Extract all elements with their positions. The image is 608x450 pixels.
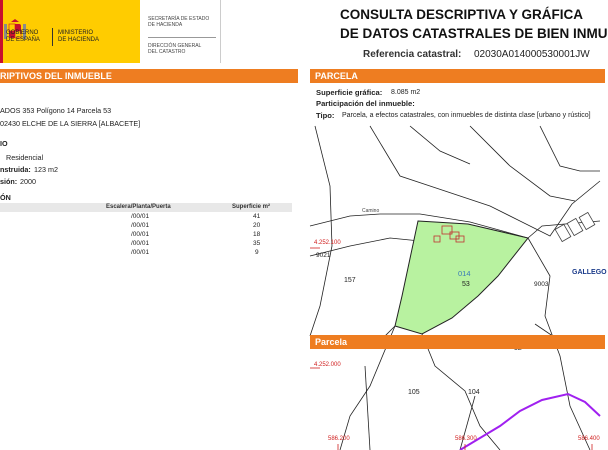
parcel-label-014: 014 — [458, 269, 471, 278]
col-superficie: Superficie m² — [232, 204, 271, 210]
coord-x2: 586.300 — [455, 436, 477, 442]
table-row-4-epp: /00/01 — [131, 240, 150, 247]
table-row-5-epp: /00/01 — [131, 249, 150, 256]
parcel-label-9003: 9003 — [534, 281, 549, 288]
uso-value: Residencial — [6, 153, 44, 162]
street-label: GALLEGO — [572, 269, 607, 276]
table-row-3-epp: /00/01 — [131, 231, 150, 238]
superficie-construida-label: nstruida: — [0, 165, 31, 174]
tipo-label: Tipo: — [316, 111, 335, 120]
uso-heading: IO — [0, 139, 8, 148]
address-line1: ADOS 353 Polígono 14 Parcela 53 — [0, 106, 112, 115]
parcela-bar-title: PARCELA — [315, 71, 358, 81]
ano-construccion-value: 2000 — [20, 177, 36, 186]
secretaria-divider — [148, 37, 216, 38]
table-row-4-sup: 35 — [253, 240, 261, 247]
superficie-construida-value: 123 m2 — [34, 165, 58, 174]
coord-left-bottom: 4.252.000 — [314, 362, 341, 368]
table-row-2-epp: /00/01 — [131, 222, 150, 229]
document-title-line1: CONSULTA DESCRIPTIVA Y GRÁFICA — [340, 7, 584, 22]
parcel-label-104: 104 — [468, 389, 480, 396]
road-label: Camino — [362, 208, 380, 214]
table-row-1-sup: 41 — [253, 213, 261, 220]
superficie-grafica-label: Superficie gráfica: — [316, 88, 383, 97]
participacion-label: Participación del inmueble: — [316, 99, 415, 108]
parcel-label-53: 53 — [462, 281, 470, 288]
parcela-bar — [310, 69, 605, 83]
parcel-label-105: 105 — [408, 389, 420, 396]
address-line2: 02430 ELCHE DE LA SIERRA [ALBACETE] — [0, 119, 141, 128]
referencia-catastral-label: Referencia catastral: — [363, 49, 462, 60]
construccion-heading: ÓN — [0, 193, 11, 202]
direccion-line2: DEL CATASTRO — [148, 49, 186, 55]
ministerio-label: MINISTERIO — [58, 30, 94, 36]
datos-descriptivos-bar — [0, 69, 298, 83]
gobierno-label: GOBIERNO — [6, 30, 39, 36]
secretaria-line2: DE HACIENDA — [148, 22, 183, 28]
coord-x3: 586.400 — [578, 436, 600, 442]
direccion-line1: DIRECCIÓN GENERAL — [148, 43, 202, 49]
tipo-value: Parcela, a efectos catastrales, con inmuebles de distinta clase [urbano y rústico] — [342, 112, 591, 119]
parcel-label-157: 157 — [344, 277, 356, 284]
table-row-3-sup: 18 — [253, 231, 261, 238]
parcela-lower-bar — [310, 335, 605, 349]
logo-separator — [52, 28, 53, 46]
cadastral-map[interactable] — [310, 126, 607, 450]
superficie-grafica-value: 8.085 m2 — [391, 89, 421, 96]
document-title-line2: DE DATOS CATASTRALES DE BIEN INMU — [340, 26, 608, 41]
datos-descriptivos-title: RIPTIVOS DEL INMUEBLE — [0, 71, 112, 81]
ano-construccion-label: sión: — [0, 177, 18, 186]
table-row-1-epp: /00/01 — [131, 213, 150, 220]
secretaria-line1: SECRETARÍA DE ESTADO — [148, 16, 210, 22]
table-row-5-sup: 9 — [255, 249, 259, 256]
coord-x1: 586.200 — [328, 436, 350, 442]
de-hacienda-label: DE HACIENDA — [58, 37, 100, 43]
coord-left-top: 4.252.100 — [314, 240, 341, 246]
de-espana-label: DE ESPAÑA — [6, 37, 40, 43]
referencia-catastral-value: 02030A014000530001JW — [474, 49, 590, 60]
table-row-2-sup: 20 — [253, 222, 261, 229]
col-escalera-planta-puerta: Escalera/Planta/Puerta — [106, 204, 171, 210]
parcela-lower-title: Parcela — [315, 337, 348, 347]
parcel-label-9021: 9021 — [316, 252, 331, 259]
